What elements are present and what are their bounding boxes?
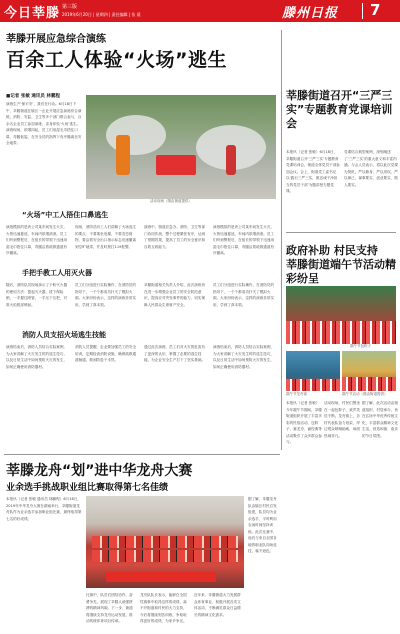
header-divider bbox=[362, 3, 363, 19]
article1-title: 百余工人体验“火场”逃生 bbox=[6, 49, 227, 71]
photo-smoke bbox=[106, 115, 166, 155]
section-column: 莘滕街道相关负责人介绍，此次演练旨在进一步增强企业员工的安全防范意识，提高应对突发事件的能力，切实保障人民群众生命财产安全。 bbox=[144, 283, 206, 307]
section-column: 员工们分组进行实际操作，在消防员的指导下，一个个都成功扑灭了模拟火源。大家纷纷表示，这样的演练非常实用，学到了真本领。 bbox=[213, 283, 275, 307]
article3-column: 据了解，莘滕龙舟队由辖区村民自发组建，队员均为业余选手，平时利用农闲时间坚持训练。此次比赛中，他们与来自全国各地的职业队同场竞技，毫不逊色。 bbox=[248, 497, 277, 553]
article1-lead: 演练生产‘保平安’，我们在行动。6月18日下午，莘滕街道在辖区一企业开展应急演练综合演练，消防、安监、卫生等多个部门联合参与，百余名企业员工参加演练，亲身体验‘火场’逃生。演练现场，浓烟四起，员工们用湿毛巾捂住口鼻、弯腰低姿，在安全员的指挥下有序撤离至安全地带。 bbox=[6, 102, 82, 145]
right2-photo-1-caption: 端午节包粽子 bbox=[350, 344, 371, 348]
section-column: 演练结束后，消防人员结合实际案例，为大家讲解了火灾发生时的逃生技巧，以及日常生活中如何预防火灾的发生，如何正确使用消防器材。 bbox=[213, 345, 275, 369]
right2-photo-3 bbox=[342, 351, 396, 391]
article3-column: 龙舟队队长表示，能够在全国性赛事中取得这样的成绩，离不开街道和村民的大力支持，今后将继续刻苦训练，争取取得更好的成绩，为家乡争光。 bbox=[140, 593, 187, 623]
right2-column: 活动现场，村民们围坐在一起包粽子，欢声笑语不断。龙舟赛上，各村代表队奋力划桨，岸边观众呐喊助威，场面热闹非凡。 bbox=[324, 401, 360, 438]
right2-photo-2-caption: 端午节龙舟赛 bbox=[286, 392, 307, 396]
right2-headline: 莘滕街道端午节活动精彩纷呈 bbox=[286, 258, 396, 285]
article3-subtitle: 业余选手挑战职业组比赛取得第七名佳绩 bbox=[6, 483, 169, 493]
section-column: 现场，消防员向工人们讲解了火场逃生的要点：不要乘坐电梯，不要贪恋财物，要沿着安全出口指示标志迅速撤离到空旷地带，并及时拨打119报警。 bbox=[75, 225, 137, 249]
section-heading: 消防人员支招火场逃生技能 bbox=[22, 331, 106, 339]
section-title: 今日莘滕 bbox=[4, 6, 61, 21]
section-column: 消防人员提醒，企业要加强员工的安全培训，定期检查消防设施，确保疏散通道畅通，做到防患于未然。 bbox=[75, 345, 137, 362]
photo-person bbox=[226, 145, 236, 175]
article1-photo bbox=[86, 95, 276, 199]
page-header bbox=[0, 0, 400, 22]
article3-title: 莘滕龙舟“划”进中华龙舟大赛 bbox=[6, 463, 193, 479]
article1-byline: ■记者 张敏 通讯员 林鹏程 bbox=[6, 94, 60, 99]
photo-fire-equipment bbox=[156, 155, 196, 175]
article3-column: 本报讯（记者 张敏 通讯员 林鹏程）6月16日，2019年中华龙舟大赛在湖南举行，莘滕街道龙舟队作为业余选手参加职业组比赛，最终取得第七名的好成绩。 bbox=[6, 497, 82, 521]
right2-kicker: 政府补助 村民支持 bbox=[286, 244, 378, 257]
photo-team-row bbox=[92, 550, 238, 562]
article1-photo-caption: 活动现场（图由街道提供） bbox=[150, 199, 192, 203]
section-heading: “火场”中工人捂住口鼻逃生 bbox=[22, 211, 109, 219]
right2-column: 本报讯（记者 张敏）今年端午节期间，莘滕街道组织开展了丰富多彩的民俗活动，包粽子、赛龙舟、诵经典等活动吸引了众多群众参与。 bbox=[286, 401, 322, 444]
photo-boat bbox=[286, 379, 340, 391]
article-divider bbox=[4, 454, 280, 455]
right2-title bbox=[286, 244, 398, 286]
section-column: 演练模拟的是该公司某车间发生火灾，火势迅速蔓延，车间内浓烟滚滚。员工们听到警报后，在组长的带领下迅速用湿毛巾捂住口鼻，弯腰沿着疏散通道有序撤离。 bbox=[6, 225, 68, 255]
section-column: 演练模拟的是该公司某车间发生火灾，火势迅速蔓延，车间内浓烟滚滚。员工们听到警报后，在组长的带领下迅速用湿毛巾捂住口鼻，弯腰沿着疏散通道有序撤离。 bbox=[213, 225, 275, 255]
photo-team-row bbox=[92, 536, 238, 548]
issue-meta: 2019年6月20日 | 星期四 | 责任编辑 | 张 晨 bbox=[62, 12, 141, 17]
article3-photo bbox=[86, 496, 244, 588]
section-column: 随后，消防队员现场演示了干粉灭火器的使用方法：提起灭火器，拔下保险销，一手握住喷管，一手压下压把，对准火焰根部喷射。 bbox=[6, 283, 68, 307]
right-divider bbox=[286, 232, 396, 233]
section-column: 员工们分组进行实际操作，在消防员的指导下，一个个都成功扑灭了模拟火源。大家纷纷表示，这样的演练非常实用，学到了真本领。 bbox=[75, 283, 137, 307]
photo-firefighter bbox=[116, 135, 130, 175]
section-column: 通过此次演练，员工们对火灾的危害有了更深的认识，掌握了必要的逃生技能，为企业安全生产打下了坚实基础。 bbox=[144, 345, 206, 362]
right2-column: 据了解，此次活动由街道组织、村居承办，旨在弘扬中华优秀传统文化，丰富群众精神文化生活，营造和谐、欢乐的节日氛围。 bbox=[362, 401, 398, 438]
issue-label: 第三版 bbox=[62, 4, 78, 10]
photo-crowd bbox=[342, 377, 396, 391]
right2-photo-1 bbox=[286, 286, 396, 344]
article3-column: 比赛中，队员们团结协作，奋勇争先，展现了莘滕人顽强拼搏的精神风貌。下一步，街道将继续支持龙舟运动发展，推动传统体育项目传承。 bbox=[86, 593, 133, 623]
article3-column: 近年来，莘滕街道大力发展群众体育事业，积极开展各类文体活动，不断满足群众日益增长的精神文化需求。 bbox=[194, 593, 241, 617]
newspaper-logo: 滕州日报 bbox=[282, 6, 339, 21]
page-number: 7 bbox=[370, 1, 381, 19]
right2-photo-2 bbox=[286, 351, 340, 391]
section-column: 演练结束后，消防人员结合实际案例，为大家讲解了火灾发生时的逃生技巧，以及日常生活中如何预防火灾的发生，如何正确使用消防器材。 bbox=[6, 345, 68, 369]
photo-crowd bbox=[286, 321, 396, 344]
article1-subtitle: 莘滕开展应急综合演练 bbox=[6, 34, 106, 45]
right1-column: 本报讯（记者 张敏）6月18日，莘滕街道召开‘三严三实’专题教育党课培训会，街道全体党员干部参加会议。会上，街道党工委书记以‘践行三严三实，做忠诚干净担当的党员干部’为题讲授专题党课。 bbox=[286, 150, 340, 193]
right1-title: 莘滕街道召开“三严三实”专题教育党课培训会 bbox=[286, 89, 393, 130]
column-divider bbox=[281, 30, 282, 450]
section-column: 演练中，街道应急办、消防、卫生等部门协同作战，整个过程紧张有序，达到了预期效果，提高了员工的安全意识和自救互救能力。 bbox=[144, 225, 206, 249]
right2-photo-3-caption: 端午节活动（图由街道提供） bbox=[342, 392, 388, 396]
section-heading: 手把手教工人用灭火器 bbox=[22, 269, 92, 277]
right1-column: 党课结合典型案例，深刻阐述了‘三严三实’的重大意义和丰富内涵。与会人员表示，将以此次党课为契机，严以修身、严以用权、严以律己，谋事要实、创业要实、做人要实。 bbox=[344, 150, 398, 187]
photo-banner bbox=[106, 572, 216, 582]
